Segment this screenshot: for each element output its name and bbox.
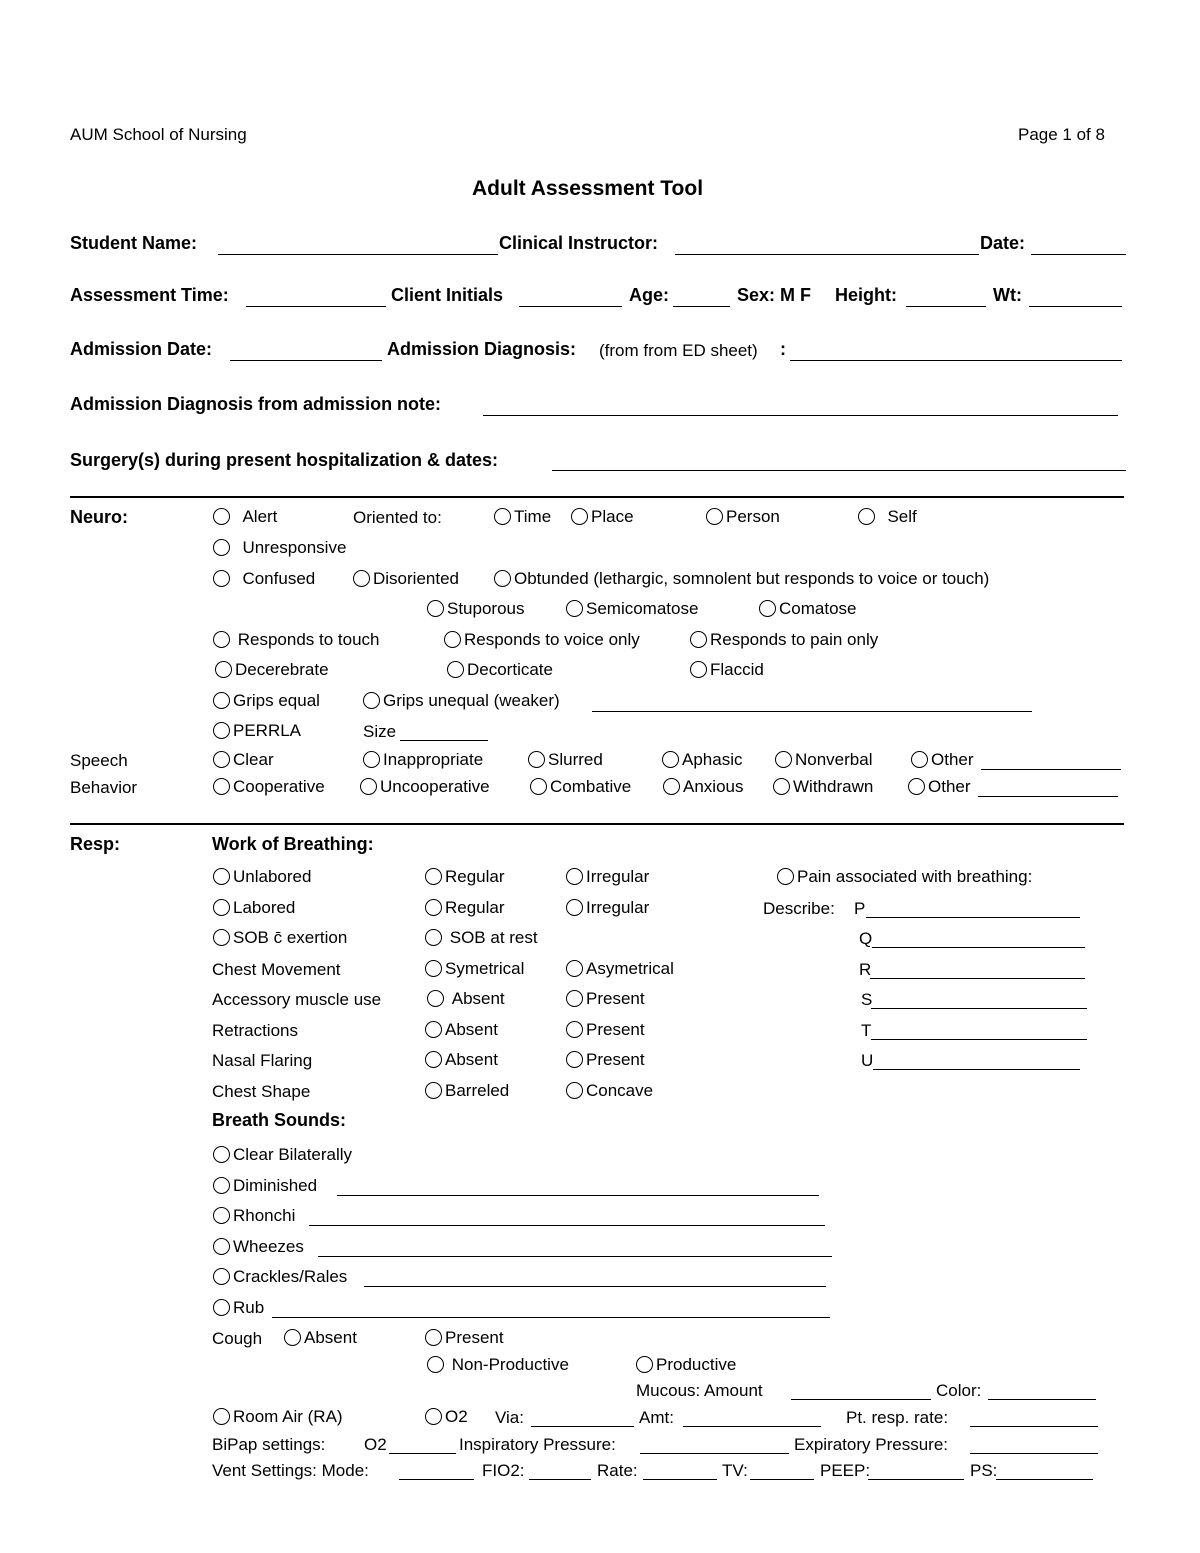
bs-clear-label: Clear Bilaterally bbox=[233, 1145, 353, 1164]
neuro-time-label: Time bbox=[514, 507, 552, 526]
room-air[interactable] bbox=[213, 1408, 343, 1425]
pt-resp-rate-label: Pt. resp. rate: bbox=[846, 1408, 949, 1427]
assessment-time-label: Assessment Time: bbox=[70, 285, 229, 305]
behavior-uncooperative-label: Uncooperative bbox=[380, 777, 490, 796]
radio-icon[interactable] bbox=[213, 722, 230, 739]
speech-slurred-label: Slurred bbox=[548, 750, 603, 769]
neuro-person-label: Person bbox=[726, 507, 780, 526]
bs-clear[interactable] bbox=[213, 1146, 352, 1163]
retractions-present-label: Present bbox=[586, 1020, 645, 1039]
bs-rhonchi-label: Rhonchi bbox=[233, 1206, 296, 1225]
cough-productive[interactable] bbox=[636, 1356, 736, 1373]
resp-symetrical-label: Symetrical bbox=[445, 959, 525, 978]
radio-icon[interactable] bbox=[284, 1329, 301, 1346]
behavior-label: Behavior bbox=[70, 778, 138, 797]
divider-resp bbox=[70, 823, 1124, 825]
surgery-label: Surgery(s) during present hospitalization & dates: bbox=[70, 450, 499, 470]
radio-icon[interactable] bbox=[425, 868, 442, 885]
speech-aphasic[interactable] bbox=[662, 751, 742, 768]
radio-icon[interactable] bbox=[571, 508, 588, 525]
age-field[interactable] bbox=[673, 306, 730, 307]
radio-icon[interactable] bbox=[690, 661, 707, 678]
date-field[interactable] bbox=[1031, 254, 1126, 255]
bs-wheezes[interactable] bbox=[213, 1238, 304, 1255]
neuro-alert-label: Alert bbox=[242, 507, 278, 526]
neuro-place-label: Place bbox=[591, 507, 634, 526]
behavior-other-field[interactable] bbox=[978, 796, 1118, 797]
radio-icon[interactable] bbox=[447, 661, 464, 678]
retractions-absent[interactable] bbox=[425, 1021, 498, 1038]
speech-inappropriate[interactable] bbox=[363, 751, 483, 768]
radio-icon[interactable] bbox=[425, 1408, 442, 1425]
resp-sob-exertion[interactable] bbox=[213, 929, 347, 946]
cough-absent[interactable] bbox=[284, 1329, 357, 1346]
bs-crackles-field[interactable] bbox=[364, 1286, 826, 1287]
neuro-decerebrate-label: Decerebrate bbox=[235, 660, 329, 679]
radio-icon[interactable] bbox=[213, 778, 230, 795]
via-label: Via: bbox=[495, 1408, 524, 1427]
resp-sob-rest[interactable] bbox=[425, 929, 538, 946]
neuro-perrla-label: PERRLA bbox=[233, 721, 302, 740]
neuro-confused[interactable] bbox=[213, 570, 315, 587]
bipap-o2-field[interactable] bbox=[389, 1453, 456, 1454]
behavior-cooperative[interactable] bbox=[213, 778, 325, 795]
radio-icon[interactable] bbox=[777, 868, 794, 885]
radio-icon[interactable] bbox=[213, 868, 230, 885]
neuro-stuporous[interactable] bbox=[427, 600, 525, 617]
neuro-self-label: Self bbox=[887, 507, 917, 526]
radio-icon[interactable] bbox=[213, 1177, 230, 1194]
radio-icon[interactable] bbox=[636, 1356, 653, 1373]
nasal-absent[interactable] bbox=[425, 1051, 498, 1068]
radio-icon[interactable] bbox=[775, 751, 792, 768]
tv-field[interactable] bbox=[750, 1479, 814, 1480]
admission-diagnosis-label: Admission Diagnosis: bbox=[387, 339, 577, 359]
behavior-withdrawn-label: Withdrawn bbox=[793, 777, 874, 796]
work-of-breathing-heading: Work of Breathing: bbox=[212, 834, 374, 854]
radio-icon[interactable] bbox=[213, 1299, 230, 1316]
radio-icon[interactable] bbox=[427, 1356, 444, 1373]
resp-regular-label: Regular bbox=[445, 898, 505, 917]
radio-icon[interactable] bbox=[566, 1051, 583, 1068]
bs-rub[interactable] bbox=[213, 1299, 264, 1316]
oriented-to-label: Oriented to: bbox=[353, 508, 442, 527]
chest-movement-label: Chest Movement bbox=[212, 960, 341, 979]
inspiratory-field[interactable] bbox=[640, 1453, 789, 1454]
cough-absent-label: Absent bbox=[304, 1328, 357, 1347]
speech-other-field[interactable] bbox=[981, 769, 1121, 770]
neuro-responds-pain[interactable] bbox=[690, 631, 878, 648]
ps-field[interactable] bbox=[996, 1479, 1093, 1480]
speech-inappropriate-label: Inappropriate bbox=[383, 750, 484, 769]
resp-unlabored[interactable] bbox=[213, 868, 311, 885]
accessory-absent[interactable] bbox=[427, 990, 505, 1007]
radio-icon[interactable] bbox=[494, 508, 511, 525]
radio-icon[interactable] bbox=[494, 570, 511, 587]
speech-aphasic-label: Aphasic bbox=[682, 750, 743, 769]
radio-icon[interactable] bbox=[363, 751, 380, 768]
radio-icon[interactable] bbox=[213, 508, 230, 525]
vent-mode-field[interactable] bbox=[399, 1479, 474, 1480]
neuro-responds-pain-label: Responds to pain only bbox=[710, 630, 879, 649]
mucous-amount-label: Mucous: Amount bbox=[636, 1381, 763, 1400]
cough-productive-label: Productive bbox=[656, 1355, 737, 1374]
describe-label: Describe: bbox=[763, 899, 835, 918]
resp-labored-label: Labored bbox=[233, 898, 296, 917]
height-field[interactable] bbox=[906, 306, 986, 307]
bs-crackles[interactable] bbox=[213, 1268, 347, 1285]
admission-date-field[interactable] bbox=[230, 360, 382, 361]
behavior-other-label: Other bbox=[928, 777, 971, 796]
wt-field[interactable] bbox=[1029, 306, 1122, 307]
accessory-absent-label: Absent bbox=[451, 989, 505, 1008]
pqrstu-t: T bbox=[861, 1021, 872, 1040]
vent-mode-label: Vent Settings: Mode: bbox=[212, 1461, 369, 1480]
neuro-decorticate[interactable] bbox=[447, 661, 553, 678]
bs-rhonchi[interactable] bbox=[213, 1207, 295, 1224]
admission-diagnosis-field[interactable] bbox=[790, 360, 1122, 361]
resp-labored[interactable] bbox=[213, 899, 295, 916]
neuro-unresponsive-label: Unresponsive bbox=[242, 538, 347, 557]
grips-unequal-field[interactable] bbox=[592, 711, 1032, 712]
nasal-flaring-label: Nasal Flaring bbox=[212, 1051, 313, 1070]
cough-present-label: Present bbox=[445, 1328, 504, 1347]
neuro-person[interactable] bbox=[706, 508, 780, 525]
behavior-cooperative-label: Cooperative bbox=[233, 777, 325, 796]
sex-label[interactable]: Sex: M F bbox=[737, 285, 812, 305]
radio-icon[interactable] bbox=[213, 1207, 230, 1224]
behavior-anxious-label: Anxious bbox=[683, 777, 744, 796]
neuro-semicomatose-label: Semicomatose bbox=[586, 599, 699, 618]
mucous-color-field[interactable] bbox=[988, 1399, 1096, 1400]
resp-pain-breathing[interactable] bbox=[777, 868, 1032, 885]
radio-icon[interactable] bbox=[662, 751, 679, 768]
radio-icon[interactable] bbox=[528, 751, 545, 768]
bs-diminished-label: Diminished bbox=[233, 1176, 318, 1195]
chest-barreled[interactable] bbox=[425, 1082, 509, 1099]
admission-diagnosis-note: (from from ED sheet) bbox=[599, 341, 758, 360]
neuro-self[interactable] bbox=[858, 508, 917, 525]
clinical-instructor-field[interactable] bbox=[675, 254, 979, 255]
radio-icon[interactable] bbox=[566, 868, 583, 885]
radio-icon[interactable] bbox=[566, 960, 583, 977]
resp-pain-breathing-label: Pain associated with breathing: bbox=[797, 867, 1033, 886]
admission-date-label: Admission Date: bbox=[70, 339, 213, 359]
cough-label: Cough bbox=[212, 1329, 263, 1348]
room-air-label: Room Air (RA) bbox=[233, 1407, 343, 1426]
breath-sounds-heading: Breath Sounds: bbox=[212, 1110, 347, 1130]
pqrstu-q-field[interactable] bbox=[872, 947, 1085, 948]
resp-unlabored-label: Unlabored bbox=[233, 867, 312, 886]
school-name: AUM School of Nursing bbox=[70, 125, 247, 144]
date-label: Date: bbox=[980, 233, 1026, 253]
radio-icon[interactable] bbox=[425, 960, 442, 977]
mucous-color-label: Color: bbox=[936, 1381, 982, 1400]
radio-icon[interactable] bbox=[427, 990, 444, 1007]
neuro-decorticate-label: Decorticate bbox=[467, 660, 553, 679]
radio-icon[interactable] bbox=[213, 1408, 230, 1425]
accessory-present-label: Present bbox=[586, 989, 645, 1008]
bs-rhonchi-field[interactable] bbox=[309, 1225, 825, 1226]
radio-icon[interactable] bbox=[425, 929, 442, 946]
radio-icon[interactable] bbox=[566, 899, 583, 916]
radio-icon[interactable] bbox=[444, 631, 461, 648]
peep-label: PEEP: bbox=[820, 1461, 871, 1480]
expiratory-label: Expiratory Pressure: bbox=[794, 1435, 948, 1454]
neuro-grips-unequal[interactable] bbox=[363, 692, 560, 709]
neuro-flaccid[interactable] bbox=[690, 661, 764, 678]
pqrstu-p: P bbox=[854, 899, 866, 918]
retractions-label: Retractions bbox=[212, 1021, 298, 1040]
pqrstu-s-field[interactable] bbox=[871, 1008, 1087, 1009]
resp-unlabored-irregular[interactable] bbox=[566, 868, 649, 885]
accessory-muscle-label: Accessory muscle use bbox=[212, 990, 382, 1009]
radio-icon[interactable] bbox=[566, 600, 583, 617]
radio-icon[interactable] bbox=[530, 778, 547, 795]
radio-icon[interactable] bbox=[706, 508, 723, 525]
neuro-perrla[interactable] bbox=[213, 722, 301, 739]
chest-shape-label: Chest Shape bbox=[212, 1082, 311, 1101]
radio-icon[interactable] bbox=[363, 692, 380, 709]
fio2-label: FIO2: bbox=[482, 1461, 525, 1480]
behavior-other[interactable] bbox=[908, 778, 971, 795]
rate-label: Rate: bbox=[597, 1461, 638, 1480]
inspiratory-label: Inspiratory Pressure: bbox=[459, 1435, 616, 1454]
neuro-flaccid-label: Flaccid bbox=[710, 660, 764, 679]
neuro-grips-equal-label: Grips equal bbox=[233, 691, 320, 710]
radio-icon[interactable] bbox=[773, 778, 790, 795]
radio-icon[interactable] bbox=[425, 1329, 442, 1346]
radio-icon[interactable] bbox=[425, 1051, 442, 1068]
bs-rub-label: Rub bbox=[233, 1298, 265, 1317]
student-name-field[interactable] bbox=[218, 254, 498, 255]
neuro-disoriented-label: Disoriented bbox=[373, 569, 459, 588]
behavior-combative-label: Combative bbox=[550, 777, 632, 796]
resp-regular-label: Regular bbox=[445, 867, 505, 886]
speech-nonverbal-label: Nonverbal bbox=[795, 750, 873, 769]
radio-icon[interactable] bbox=[759, 600, 776, 617]
radio-icon[interactable] bbox=[213, 899, 230, 916]
radio-icon[interactable] bbox=[425, 1082, 442, 1099]
neuro-time[interactable] bbox=[494, 508, 551, 525]
admission-diagnosis-colon: : bbox=[780, 339, 786, 359]
radio-icon[interactable] bbox=[425, 899, 442, 916]
behavior-combative[interactable] bbox=[530, 778, 631, 795]
resp-labored-regular[interactable] bbox=[425, 899, 505, 916]
student-name-label: Student Name: bbox=[70, 233, 198, 253]
radio-icon[interactable] bbox=[213, 1238, 230, 1255]
pqrstu-r-field[interactable] bbox=[870, 978, 1085, 979]
speech-other[interactable] bbox=[911, 751, 974, 768]
behavior-uncooperative[interactable] bbox=[360, 778, 490, 795]
resp-irregular-label: Irregular bbox=[586, 867, 650, 886]
radio-icon[interactable] bbox=[566, 1021, 583, 1038]
resp-label: Resp: bbox=[70, 834, 121, 854]
bs-wheezes-label: Wheezes bbox=[233, 1237, 304, 1256]
page-title: Adult Assessment Tool bbox=[472, 177, 704, 200]
neuro-semicomatose[interactable] bbox=[566, 600, 698, 617]
radio-icon[interactable] bbox=[353, 570, 370, 587]
clinical-instructor-label: Clinical Instructor: bbox=[499, 233, 659, 253]
pt-resp-rate-field[interactable] bbox=[970, 1426, 1098, 1427]
resp-asymetrical-label: Asymetrical bbox=[586, 959, 674, 978]
radio-icon[interactable] bbox=[360, 778, 377, 795]
bs-diminished[interactable] bbox=[213, 1177, 317, 1194]
speech-clear[interactable] bbox=[213, 751, 274, 768]
age-label: Age: bbox=[629, 285, 669, 305]
neuro-obtunded-label: Obtunded (lethargic, somnolent but responds to voice or touch) bbox=[514, 569, 990, 588]
radio-icon[interactable] bbox=[858, 508, 875, 525]
radio-icon[interactable] bbox=[566, 990, 583, 1007]
neuro-responds-voice-label: Responds to voice only bbox=[464, 630, 640, 649]
behavior-anxious[interactable] bbox=[663, 778, 743, 795]
pqrstu-q: Q bbox=[859, 929, 873, 948]
radio-icon[interactable] bbox=[215, 661, 232, 678]
fio2-field[interactable] bbox=[529, 1479, 591, 1480]
surgery-field[interactable] bbox=[552, 470, 1126, 471]
bipap-label: BiPap settings: bbox=[212, 1435, 326, 1454]
rate-field[interactable] bbox=[643, 1479, 717, 1480]
height-label: Height: bbox=[835, 285, 897, 305]
assessment-time-field[interactable] bbox=[246, 306, 386, 307]
speech-nonverbal[interactable] bbox=[775, 751, 873, 768]
neuro-label: Neuro: bbox=[70, 507, 128, 527]
page-number: Page 1 of 8 bbox=[1018, 125, 1105, 144]
resp-irregular-label: Irregular bbox=[586, 898, 650, 917]
cough-present[interactable] bbox=[425, 1329, 504, 1346]
neuro-disoriented[interactable] bbox=[353, 570, 459, 587]
ps-label: PS: bbox=[970, 1461, 998, 1480]
pqrstu-u-field[interactable] bbox=[873, 1069, 1080, 1070]
radio-icon[interactable] bbox=[427, 600, 444, 617]
radio-icon[interactable] bbox=[425, 1021, 442, 1038]
pqrstu-u: U bbox=[861, 1051, 874, 1070]
neuro-grips-unequal-label: Grips unequal (weaker) bbox=[383, 691, 560, 710]
speech-slurred[interactable] bbox=[528, 751, 603, 768]
speech-clear-label: Clear bbox=[233, 750, 274, 769]
neuro-decerebrate[interactable] bbox=[215, 661, 329, 678]
nasal-present[interactable] bbox=[566, 1051, 645, 1068]
radio-icon[interactable] bbox=[911, 751, 928, 768]
neuro-responds-touch[interactable] bbox=[213, 631, 380, 648]
neuro-obtunded[interactable] bbox=[494, 570, 989, 587]
pqrstu-s: S bbox=[861, 990, 873, 1009]
nasal-present-label: Present bbox=[586, 1050, 645, 1069]
accessory-present[interactable] bbox=[566, 990, 645, 1007]
neuro-comatose-label: Comatose bbox=[779, 599, 857, 618]
radio-icon[interactable] bbox=[213, 751, 230, 768]
wt-label: Wt: bbox=[993, 285, 1022, 305]
radio-icon[interactable] bbox=[663, 778, 680, 795]
client-initials-label: Client Initials bbox=[391, 285, 504, 305]
neuro-confused-label: Confused bbox=[242, 569, 316, 588]
radio-icon[interactable] bbox=[213, 1268, 230, 1285]
mucous-amount-field[interactable] bbox=[791, 1399, 931, 1400]
radio-icon[interactable] bbox=[213, 570, 230, 587]
retractions-absent-label: Absent bbox=[445, 1020, 498, 1039]
neuro-responds-touch-label: Responds to touch bbox=[237, 630, 380, 649]
resp-unlabored-regular[interactable] bbox=[425, 868, 505, 885]
via-field[interactable] bbox=[531, 1426, 634, 1427]
speech-label: Speech bbox=[70, 751, 128, 770]
behavior-withdrawn[interactable] bbox=[773, 778, 873, 795]
neuro-alert[interactable] bbox=[213, 508, 277, 525]
divider-neuro bbox=[70, 496, 1124, 498]
resp-sob-rest-label: SOB at rest bbox=[449, 928, 538, 947]
o2-option-label: O2 bbox=[445, 1407, 468, 1426]
neuro-comatose[interactable] bbox=[759, 600, 856, 617]
neuro-stuporous-label: Stuporous bbox=[447, 599, 525, 618]
pqrstu-t-field[interactable] bbox=[871, 1039, 1087, 1040]
chest-barreled-label: Barreled bbox=[445, 1081, 510, 1100]
bs-crackles-label: Crackles/Rales bbox=[233, 1267, 348, 1286]
expiratory-field[interactable] bbox=[970, 1453, 1098, 1454]
nasal-absent-label: Absent bbox=[445, 1050, 498, 1069]
pqrstu-p-field[interactable] bbox=[866, 917, 1080, 918]
resp-asymetrical[interactable] bbox=[566, 960, 674, 977]
radio-icon[interactable] bbox=[213, 692, 230, 709]
neuro-unresponsive[interactable] bbox=[213, 539, 346, 556]
resp-sob-exertion-label: SOB c̄ exertion bbox=[233, 928, 348, 947]
amt-label: Amt: bbox=[639, 1408, 674, 1427]
radio-icon[interactable] bbox=[690, 631, 707, 648]
chest-concave-label: Concave bbox=[586, 1081, 654, 1100]
bs-wheezes-field[interactable] bbox=[318, 1256, 832, 1257]
admission-note-field[interactable] bbox=[483, 415, 1118, 416]
tv-label: TV: bbox=[722, 1461, 748, 1480]
resp-labored-irregular[interactable] bbox=[566, 899, 649, 916]
chest-concave[interactable] bbox=[566, 1082, 653, 1099]
bipap-o2-label: O2 bbox=[364, 1435, 387, 1454]
o2-option[interactable] bbox=[425, 1408, 468, 1425]
pqrstu-r: R bbox=[859, 960, 872, 979]
admission-note-label: Admission Diagnosis from admission note: bbox=[70, 394, 442, 414]
size-label: Size bbox=[363, 722, 397, 741]
peep-field[interactable] bbox=[868, 1479, 964, 1480]
amt-field[interactable] bbox=[683, 1426, 821, 1427]
radio-icon[interactable] bbox=[213, 1146, 230, 1163]
radio-icon[interactable] bbox=[213, 631, 230, 648]
bs-diminished-field[interactable] bbox=[337, 1195, 819, 1196]
speech-other-label: Other bbox=[931, 750, 974, 769]
size-field[interactable] bbox=[400, 740, 488, 741]
cough-non-productive[interactable] bbox=[427, 1356, 569, 1373]
radio-icon[interactable] bbox=[213, 539, 230, 556]
radio-icon[interactable] bbox=[213, 929, 230, 946]
radio-icon[interactable] bbox=[566, 1082, 583, 1099]
neuro-grips-equal[interactable] bbox=[213, 692, 320, 709]
neuro-responds-voice[interactable] bbox=[444, 631, 640, 648]
bs-rub-field[interactable] bbox=[272, 1317, 830, 1318]
neuro-place[interactable] bbox=[571, 508, 634, 525]
retractions-present[interactable] bbox=[566, 1021, 645, 1038]
cough-non-productive-label: Non-Productive bbox=[451, 1355, 569, 1374]
client-initials-field[interactable] bbox=[519, 306, 622, 307]
resp-symetrical[interactable] bbox=[425, 960, 524, 977]
radio-icon[interactable] bbox=[908, 778, 925, 795]
